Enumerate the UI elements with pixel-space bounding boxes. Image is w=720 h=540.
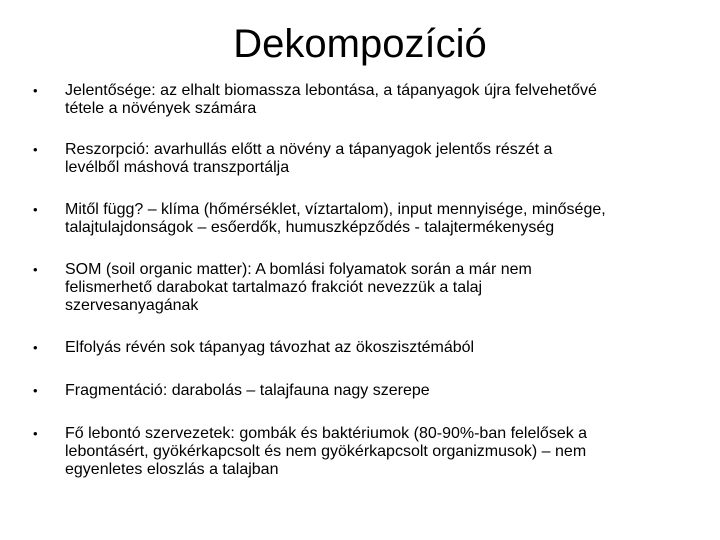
bullet-icon: •: [33, 202, 38, 217]
bullet-icon: •: [33, 340, 38, 355]
bullet-icon: •: [33, 83, 38, 98]
bullet-icon: •: [33, 262, 38, 277]
bullet-text: SOM (soil organic matter): A bomlási folyamatok során a már nem felismerhető darabokat tartalmazó frakciót nevezzük a talaj szervesanyagának: [65, 261, 532, 314]
bullet-text: Fő lebontó szervezetek: gombák és baktériumok (80-90%-ban felelősek a lebontásért, gyökérkapcsolt és nem gyökérkapcsolt organizmusok) – nem egyenletes eloszlás a talajban: [65, 425, 588, 478]
bullet-icon: •: [33, 142, 38, 157]
bullet-icon: •: [33, 383, 38, 398]
bullet-text: Mitől függ? – klíma (hőmérséklet, víztartalom), input mennyisége, minősége, talajtulajdonságok – esőerdők, humuszképződés - talajtermékenység: [65, 201, 606, 236]
bullet-text: Elfolyás révén sok tápanyag távozhat az ökoszisztémából: [65, 339, 475, 356]
bullet-text: Fragmentáció: darabolás – talajfauna nagy szerepe: [65, 382, 430, 399]
bullet-text: Reszorpció: avarhullás előtt a növény a tápanyagok jelentős részét a levélből máshová transzportálja: [65, 141, 553, 176]
slide-title: Dekompozíció: [233, 22, 487, 66]
bullet-text: Jelentősége: az elhalt biomassza lebontása, a tápanyagok újra felvehetővé tétele a növények számára: [65, 82, 597, 117]
bullet-icon: •: [33, 426, 38, 441]
